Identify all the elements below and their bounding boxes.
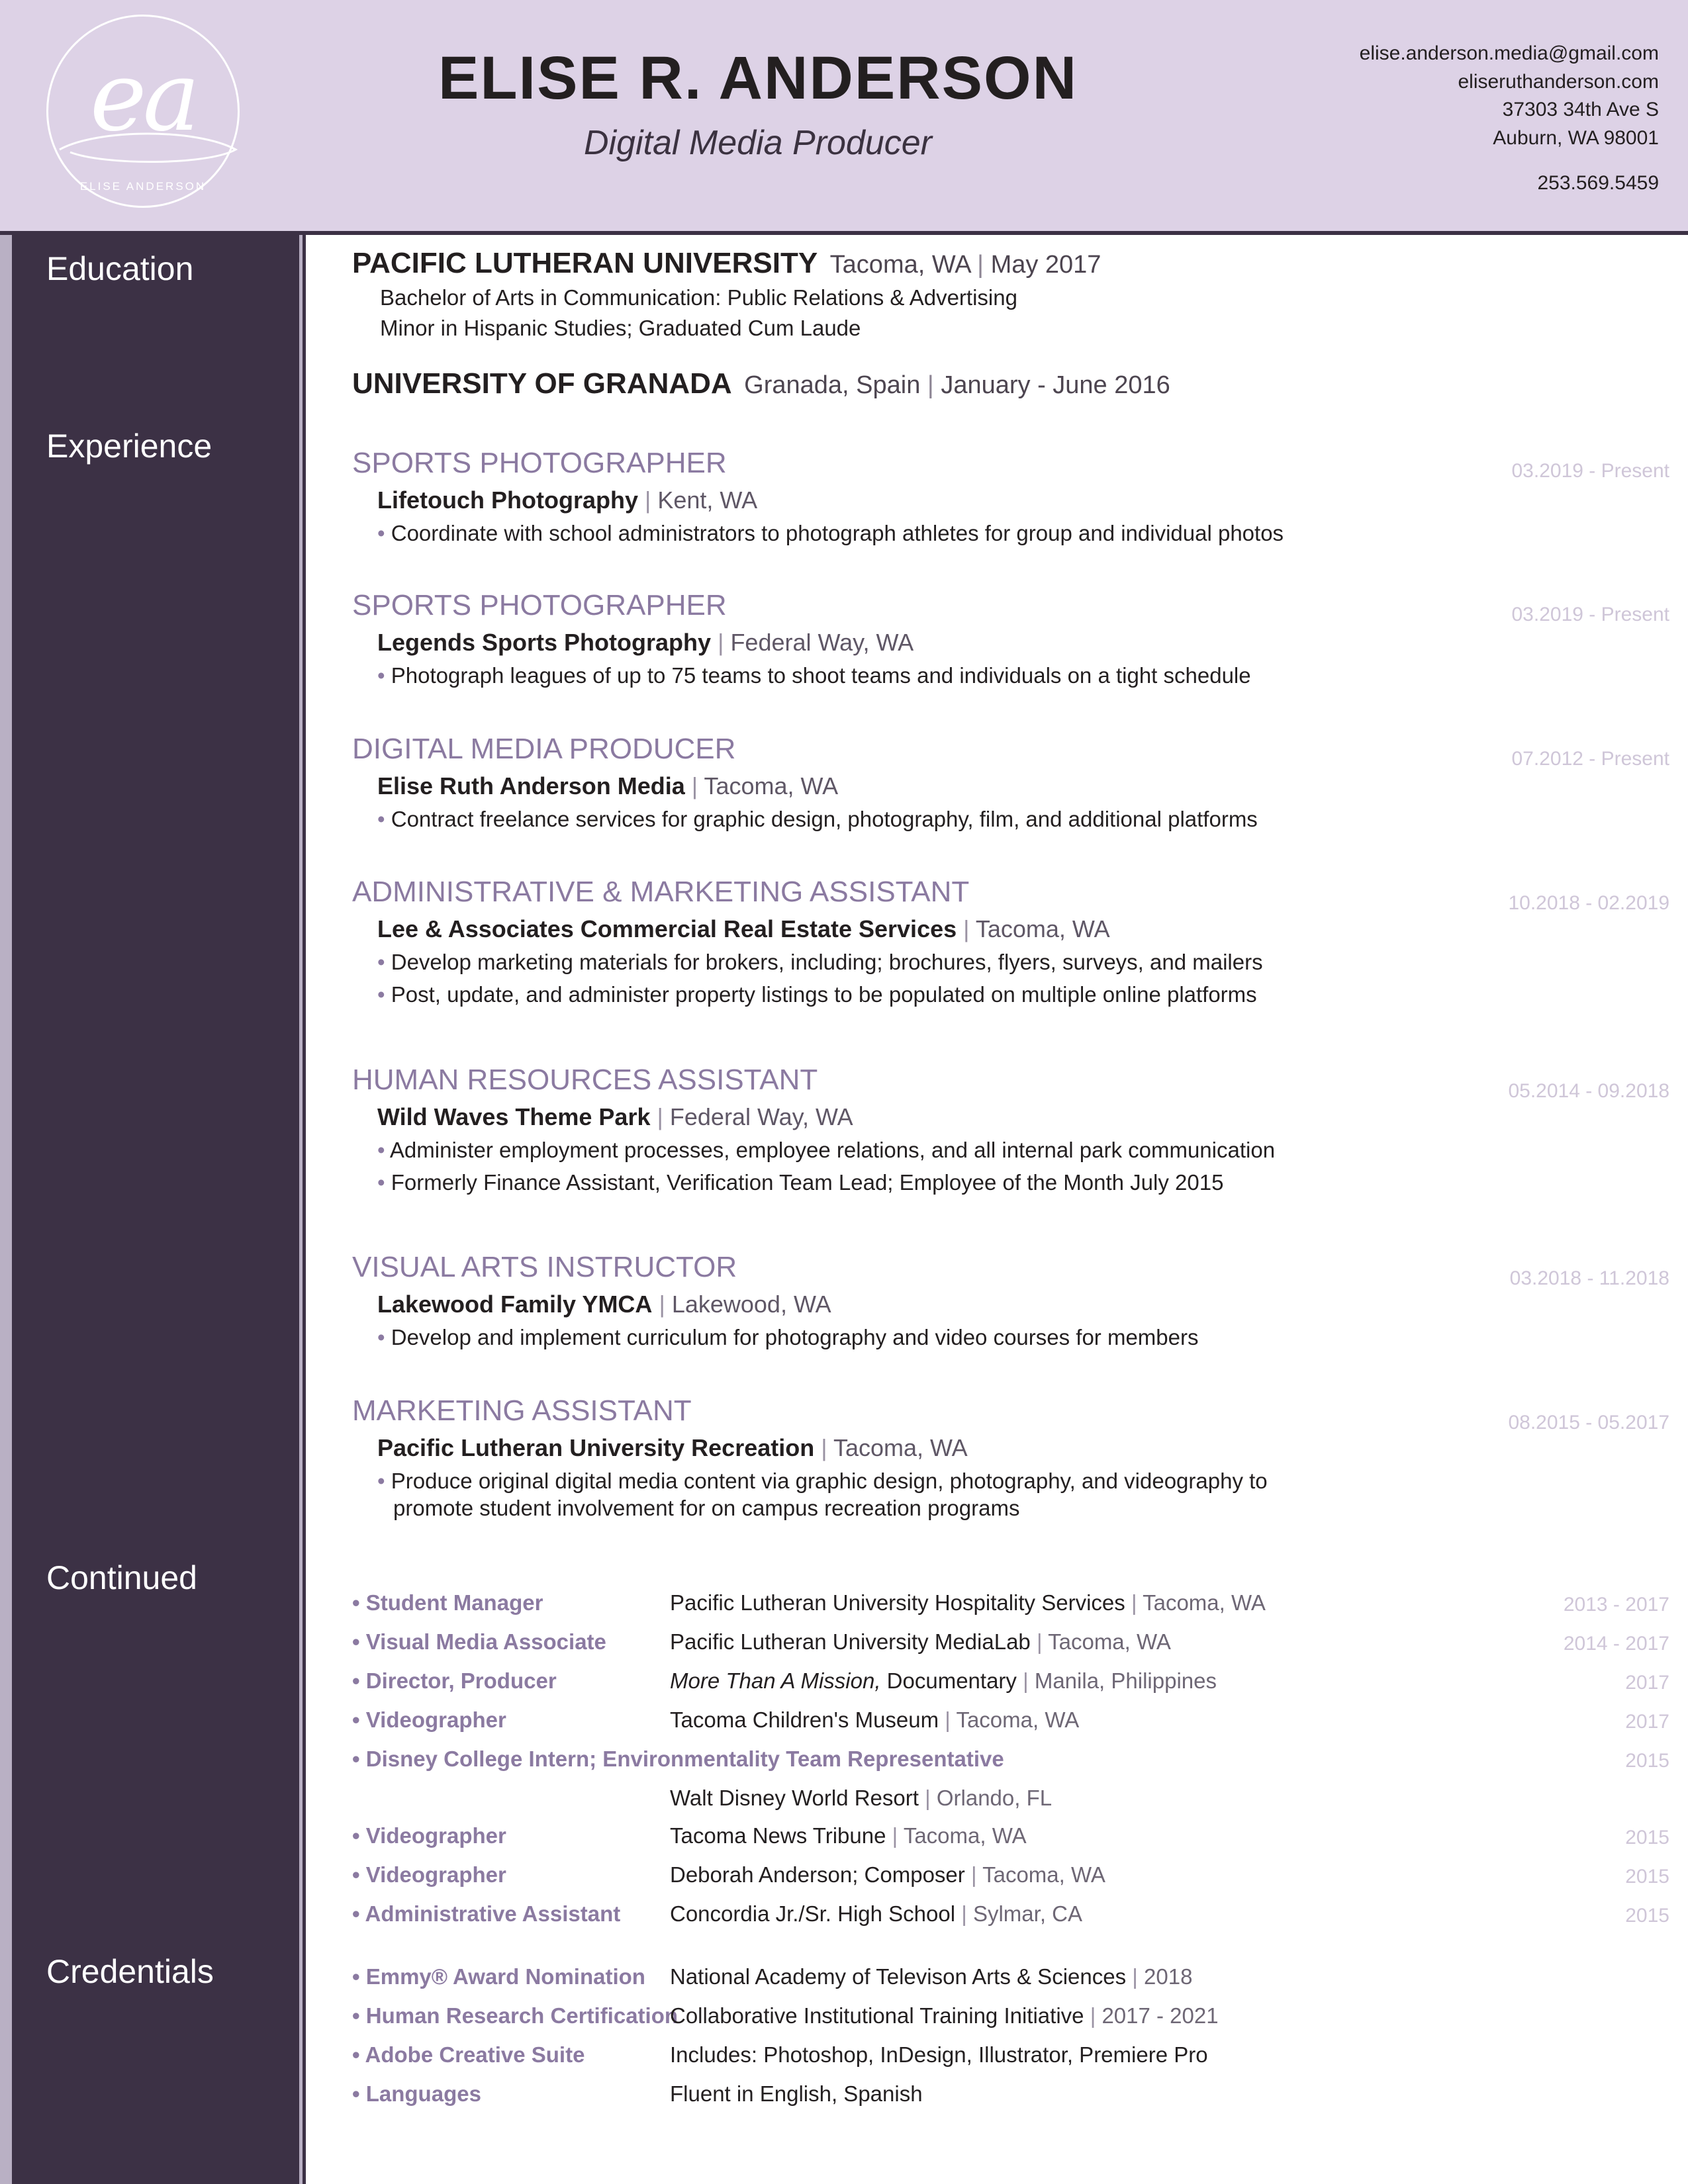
job-org: Wild Waves Theme Park | Federal Way, WA [377, 1103, 853, 1130]
job-bullet: • Coordinate with school administrators to photograph athletes for group and individual photos [377, 521, 1284, 545]
continued-org: Deborah Anderson; Composer | Tacoma, WA [670, 1862, 1105, 1887]
job-title: ADMINISTRATIVE & MARKETING ASSISTANT [352, 876, 970, 908]
name-block [265, 44, 1192, 163]
experience-entry [352, 1064, 1642, 1197]
rail-date: 03.2019 - Present [1511, 604, 1669, 625]
school-name: PACIFIC LUTHERAN UNIVERSITY [352, 247, 818, 279]
education-entry [352, 247, 1642, 341]
job-org: Lifetouch Photography | Kent, WA [377, 486, 758, 514]
contact-email[interactable]: elise.anderson.media@gmail.com [1359, 42, 1659, 64]
rail-date: 03.2019 - Present [1511, 460, 1669, 482]
continued-role: • Videographer [352, 1707, 506, 1732]
job-title: VISUAL ARTS INSTRUCTOR [352, 1251, 737, 1283]
rail-date: 2013 - 2017 [1563, 1594, 1669, 1615]
school-name: UNIVERSITY OF GRANADA [352, 367, 732, 400]
page-title: ELISE R. ANDERSON [438, 44, 1078, 112]
resume-header [0, 0, 1688, 235]
rail-date: 2017 [1625, 1672, 1669, 1694]
job-title: DIGITAL MEDIA PRODUCER [352, 733, 736, 765]
job-org: Lee & Associates Commercial Real Estate Services | Tacoma, WA [377, 915, 1110, 942]
job-bullet: • Photograph leagues of up to 75 teams to shoot teams and individuals on a tight schedule [377, 663, 1251, 688]
job-org: Lakewood Family YMCA | Lakewood, WA [377, 1291, 831, 1318]
rail-date: 08.2015 - 05.2017 [1508, 1412, 1669, 1433]
rail-date: 05.2014 - 09.2018 [1508, 1080, 1669, 1102]
logo-swoosh-icon [58, 127, 257, 173]
experience-entry [352, 1251, 1642, 1351]
rail-heading-continued: Continued [46, 1559, 197, 1596]
contact-block [1360, 40, 1659, 198]
rail-date: 2017 [1625, 1711, 1669, 1733]
logo-caption: ELISE ANDERSON [79, 180, 207, 193]
logo [46, 15, 245, 213]
rail-divider [299, 235, 303, 2184]
school-meta: Tacoma, WA | May 2017 [829, 251, 1102, 279]
rail-date: 07.2012 - Present [1511, 748, 1669, 770]
rail-date: 2015 [1625, 1827, 1669, 1848]
continued-role: • Director, Producer [352, 1668, 557, 1693]
continued-org: Pacific Lutheran University MediaLab | Tacoma, WA [670, 1629, 1171, 1654]
credential-value: Fluent in English, Spanish [670, 2081, 923, 2106]
school-meta: Granada, Spain | January - June 2016 [744, 371, 1170, 399]
job-org: Pacific Lutheran University Recreation | Tacoma, WA [377, 1434, 968, 1461]
rail-date: 2015 [1625, 1866, 1669, 1888]
rail-heading-experience: Experience [46, 428, 212, 465]
job-bullet: • Post, update, and administer property listings to be populated on multiple online platforms [377, 982, 1257, 1007]
continued-role: • Visual Media Associate [352, 1629, 606, 1654]
rail-date: 03.2018 - 11.2018 [1509, 1267, 1669, 1289]
credential-label: • Emmy® Award Nomination [352, 1964, 645, 1989]
credential-label: • Adobe Creative Suite [352, 2042, 585, 2067]
credential-label: • Human Research Certification [352, 2003, 679, 2028]
continued-org: Walt Disney World Resort | Orlando, FL [670, 1786, 1053, 1810]
experience-entry [352, 876, 1642, 1009]
resume-body [0, 235, 1688, 2184]
job-title: SPORTS PHOTOGRAPHER [352, 589, 727, 621]
rail-heading-education: Education [46, 250, 194, 287]
left-accent-strip [0, 235, 12, 2184]
contact-address-line1: 37303 34th Ave S [1502, 99, 1659, 121]
continued-org: Tacoma Children's Museum | Tacoma, WA [670, 1707, 1080, 1732]
job-title: MARKETING ASSISTANT [352, 1394, 692, 1427]
education-detail: Bachelor of Arts in Communication: Public Relations & Advertising [380, 285, 1017, 310]
job-subtitle: Digital Media Producer [583, 124, 933, 162]
experience-entry [352, 733, 1642, 833]
logo-monogram: ea [89, 41, 197, 153]
job-bullet: • Administer employment processes, employee relations, and all internal park communication [377, 1138, 1276, 1162]
continued-org: Concordia Jr./Sr. High School | Sylmar, CA [670, 1901, 1083, 1926]
contact-website[interactable]: eliseruthanderson.com [1458, 70, 1659, 93]
rail-heading-credentials: Credentials [46, 1953, 214, 1990]
rail-date: 10.2018 - 02.2019 [1508, 892, 1669, 914]
job-title: SPORTS PHOTOGRAPHER [352, 447, 727, 479]
contact-address-line2: Auburn, WA 98001 [1493, 126, 1659, 149]
credential-label: • Languages [352, 2081, 481, 2106]
continued-org: Pacific Lutheran University Hospitality Services | Tacoma, WA [670, 1590, 1266, 1615]
job-bullet: • Develop and implement curriculum for photography and video courses for members [377, 1325, 1199, 1349]
job-bullet: • Contract freelance services for graphic design, photography, film, and additional platforms [377, 807, 1258, 831]
rail-date: 2015 [1625, 1750, 1669, 1772]
job-title: HUMAN RESOURCES ASSISTANT [352, 1064, 818, 1096]
education-entry [352, 367, 1642, 400]
continued-role: • Videographer [352, 1862, 506, 1887]
rail-date: 2015 [1625, 1905, 1669, 1927]
continued-role: • Videographer [352, 1823, 506, 1848]
job-org: Elise Ruth Anderson Media | Tacoma, WA [377, 772, 839, 799]
experience-entry [352, 1394, 1642, 1522]
continued-org: Tacoma News Tribune | Tacoma, WA [670, 1823, 1027, 1848]
job-bullet: • Develop marketing materials for brokers, including; brochures, flyers, surveys, and mailers [377, 950, 1263, 974]
rail-date: 2014 - 2017 [1563, 1633, 1669, 1655]
credential-value: National Academy of Televison Arts & Sciences | 2018 [670, 1964, 1193, 1989]
contact-phone: 253.569.5459 [1537, 172, 1659, 195]
job-org: Legends Sports Photography | Federal Way, WA [377, 629, 914, 656]
continued-role: • Student Manager [352, 1590, 543, 1615]
experience-entry [352, 589, 1642, 689]
experience-entry [352, 447, 1642, 547]
continued-role: • Disney College Intern; Environmentality Team Representative [352, 1747, 1004, 1771]
job-bullet: • Formerly Finance Assistant, Verification Team Lead; Employee of the Month July 2015 [377, 1170, 1224, 1195]
continued-role: • Administrative Assistant [352, 1901, 621, 1926]
credential-value: Includes: Photoshop, InDesign, Illustrator, Premiere Pro [670, 2042, 1208, 2067]
credential-value: Collaborative Institutional Training Initiative | 2017 - 2021 [670, 2003, 1219, 2028]
continued-org: More Than A Mission, Documentary | Manila, Philippines [670, 1668, 1217, 1693]
job-bullet: • Produce original digital media content via graphic design, photography, and videography to promote student involvement for on campus recreation programs [377, 1469, 1268, 1521]
left-rail [0, 235, 306, 2184]
education-detail: Minor in Hispanic Studies; Graduated Cum Laude [380, 316, 861, 340]
